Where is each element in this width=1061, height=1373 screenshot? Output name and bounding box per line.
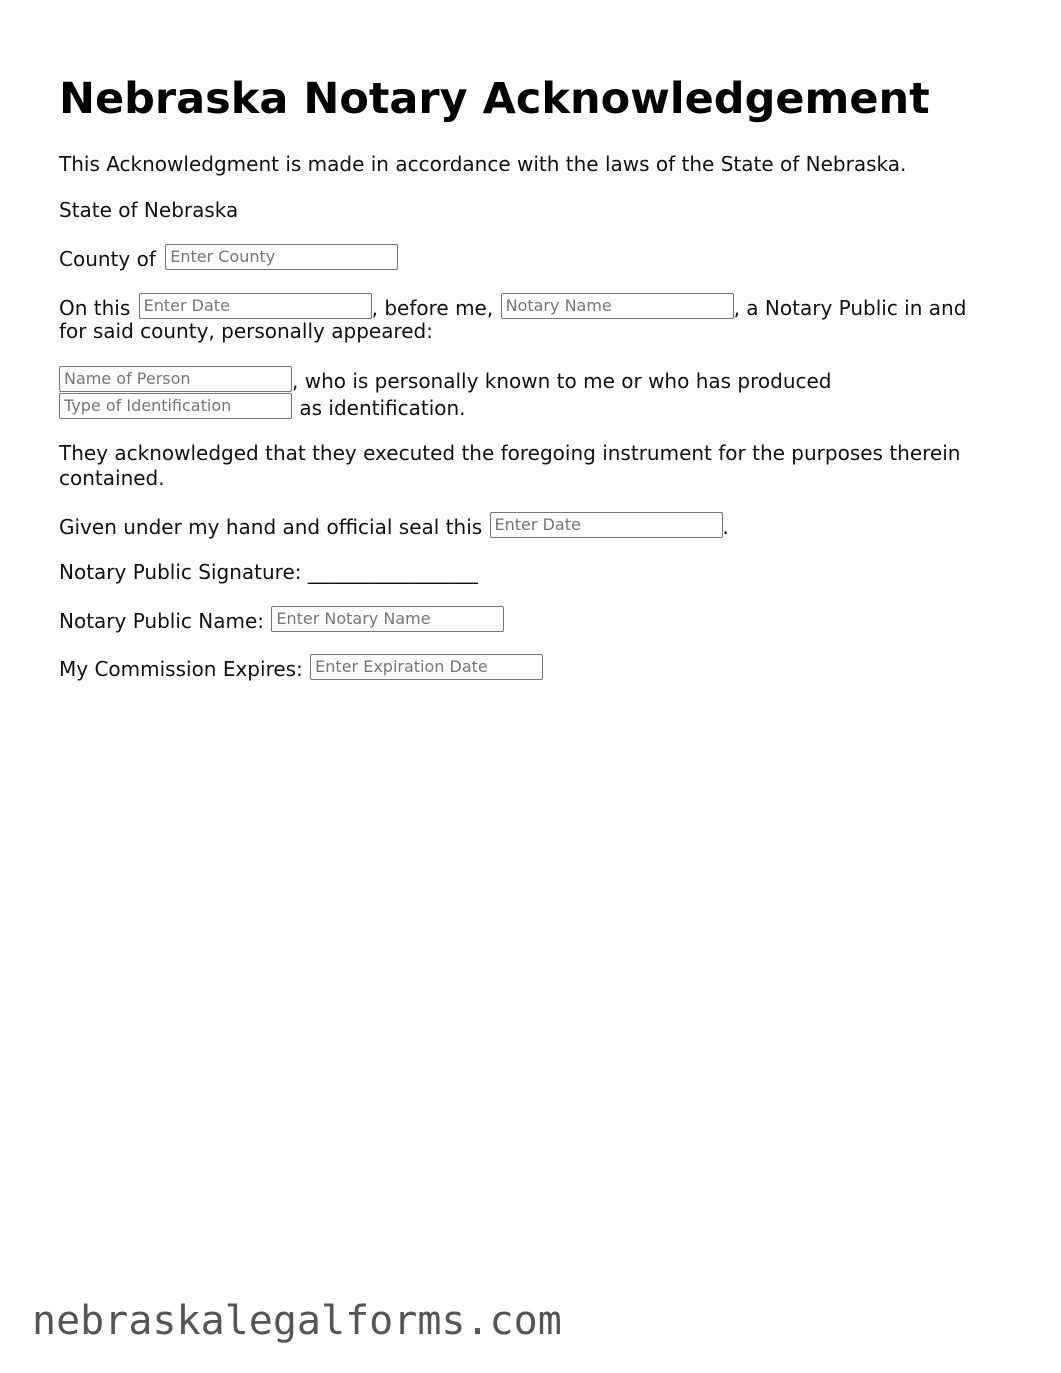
intro-text: This Acknowledgment is made in accordance with the laws of the State of Nebraska. <box>59 152 907 176</box>
notary-name-row <box>59 606 504 634</box>
person-row <box>59 366 832 394</box>
seal-row <box>59 512 729 540</box>
commission-label: My Commission Expires: <box>59 657 303 681</box>
signature-line: _________________ <box>307 560 478 584</box>
county-label: County of <box>59 247 156 271</box>
notary-name-input-top[interactable]: Notary Name <box>501 293 734 319</box>
appearance-prefix: On this <box>59 296 131 320</box>
signature-label: Notary Public Signature: <box>59 560 302 584</box>
state-line: State of Nebraska <box>59 198 239 222</box>
commission-row <box>59 654 543 682</box>
person-name-input[interactable]: Name of Person <box>59 366 292 392</box>
appearance-middle: , before me, <box>371 296 494 320</box>
identification-suffix: as identification. <box>299 396 466 420</box>
identification-type-input[interactable]: Type of Identification <box>59 393 292 419</box>
page-title: Nebraska Notary Acknowledgement <box>59 74 930 124</box>
acknowledged-line1: They acknowledged that they executed the foregoing instrument for the purposes therein <box>59 441 961 465</box>
county-row <box>59 244 398 272</box>
appearance-line2: for said county, personally appeared: <box>59 319 433 343</box>
seal-text: Given under my hand and official seal this <box>59 515 483 539</box>
signature-row <box>59 560 478 585</box>
notary-name-input[interactable]: Enter Notary Name <box>271 606 504 632</box>
county-input[interactable]: Enter County <box>165 244 398 270</box>
known-text: , who is personally known to me or who has produced <box>292 369 832 393</box>
seal-date-input[interactable]: Enter Date <box>490 512 723 538</box>
notary-name-label: Notary Public Name: <box>59 609 264 633</box>
identification-row <box>59 393 466 421</box>
appearance-date-input[interactable]: Enter Date <box>139 293 372 319</box>
site-watermark: nebraskalegalforms.com <box>32 1298 562 1344</box>
appearance-suffix: , a Notary Public in and <box>733 296 967 320</box>
appearance-row <box>59 293 966 321</box>
acknowledged-line2: contained. <box>59 466 165 490</box>
seal-end: . <box>722 515 729 539</box>
commission-date-input[interactable]: Enter Expiration Date <box>310 654 543 680</box>
